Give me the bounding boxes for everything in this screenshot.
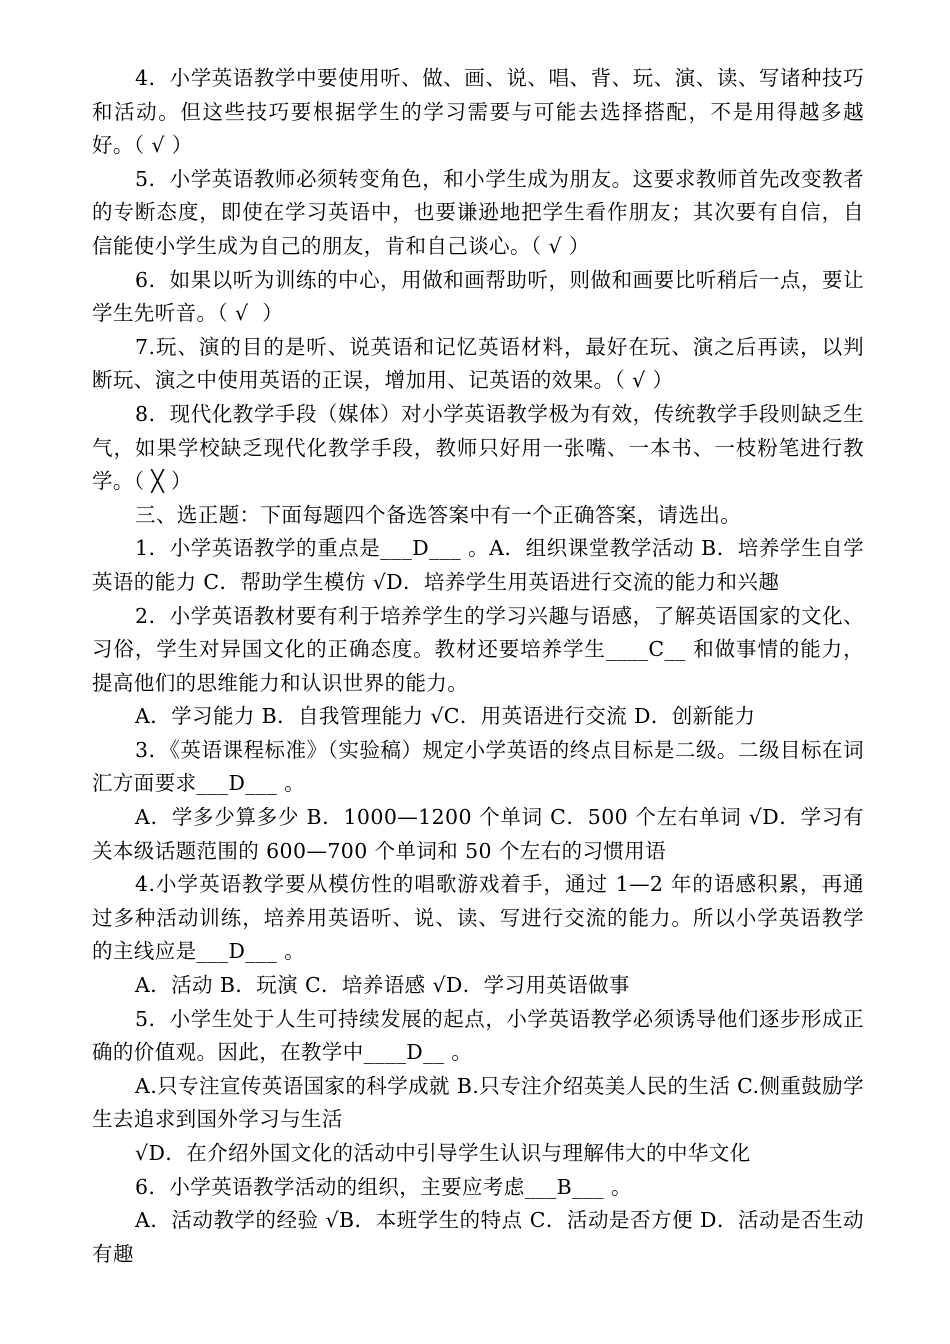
judgement-item-5: 5．小学英语教师必须转变角色，和小学生成为朋友。这要求教师首先改变教者的专断态度，即使在学习英语中，也要谦逊地把学生看作朋友；其次要有自信，自信能使小学生成为自己的朋友，肯和自己谈心。（ √ ） [92,166,864,258]
judgement-item-8: 8．现代化教学手段（媒体）对小学英语教学极为有效，传统教学手段则缺乏生气，如果学校缺乏现代化教学手段，教师只好用一张嘴、一本书、一枝粉笔进行教学。（ ╳ ） [92,401,864,494]
document-page [92,62,864,1271]
choice-question-3: 3．《英语课程标准》（实验稿）规定小学英语的终点目标是二级。二级目标在词汇方面要求___D___ 。 [92,737,864,796]
choice-options-6: A．活动教学的经验 √B．本班学生的特点 C．活动是否方便 D．活动是否生动有趣 [92,1208,864,1266]
judgement-item-4: 4．小学英语教学中要使用听、做、画、说、唱、背、玩、演、读、写诸种技巧和活动。但这些技巧要根据学生的学习需要与可能去选择搭配，不是用得越多越好。（ √ ） [92,66,864,158]
choice-question-4: 4.小学英语教学要从模仿性的唱歌游戏着手，通过 1—2 年的语感积累，再通过多种活动训练，培养用英语听、说、读、写进行交流的能力。所以小学英语教学的主线应是___D___ 。 [92,872,864,964]
choice-options-4: A．活动 B．玩演 C．培养语感 √D．学习用英语做事 [135,973,630,998]
choice-question-5: 5．小学生处于人生可持续发展的起点，小学英语教学必须诱导他们逐步形成正确的价值观。因此，在教学中____D__ 。 [92,1006,864,1065]
choice-question-1: 1．小学英语教学的重点是___D___ 。A．组织课堂教学活动 B．培养学生自学英语的能力 C．帮助学生模仿 √D．培养学生用英语进行交流的能力和兴趣 [92,536,864,594]
judgement-item-6: 6．如果以听为训练的中心，用做和画帮助听，则做和画要比听稍后一点，要让学生先听音。（ √ ） [92,267,864,326]
choice-options-2: A．学习能力 B．自我管理能力 √C．用英语进行交流 D．创新能力 [135,704,756,729]
choice-question-6: 6．小学英语教学活动的组织，主要应考虑___B___ 。 [135,1174,632,1199]
choice-options-5: A.只专注宣传英语国家的科学成就 B.只专注介绍英美人民的生活 C.侧重鼓励学生去追求到国外学习与生活 [92,1073,864,1132]
judgement-item-7: 7.玩、演的目的是听、说英语和记忆英语材料，最好在玩、演之后再读，以判断玩、演之中使用英语的正误，增加用、记英语的效果。（ √ ） [92,334,864,393]
choice-options-5-d: √D．在介绍外国文化的活动中引导学生认识与理解伟大的中华文化 [135,1141,751,1165]
choice-question-2: 2．小学英语教材要有利于培养学生的学习兴趣与语感，了解英语国家的文化、习俗，学生对异国文化的正确态度。教材还要培养学生____C__ 和做事情的能力，提高他们的思维能力和认识世界的能力。 [92,603,864,695]
choice-options-3: A．学多少算多少 B．1000—1200 个单词 C．500 个左右单词 √D．学习有关本级话题范围的 600—700 个单词和 50 个左右的习惯用语 [92,805,864,863]
section-heading-choice: 三、选正题：下面每题四个备选答案中有一个正确答案，请选出。 [135,502,742,527]
